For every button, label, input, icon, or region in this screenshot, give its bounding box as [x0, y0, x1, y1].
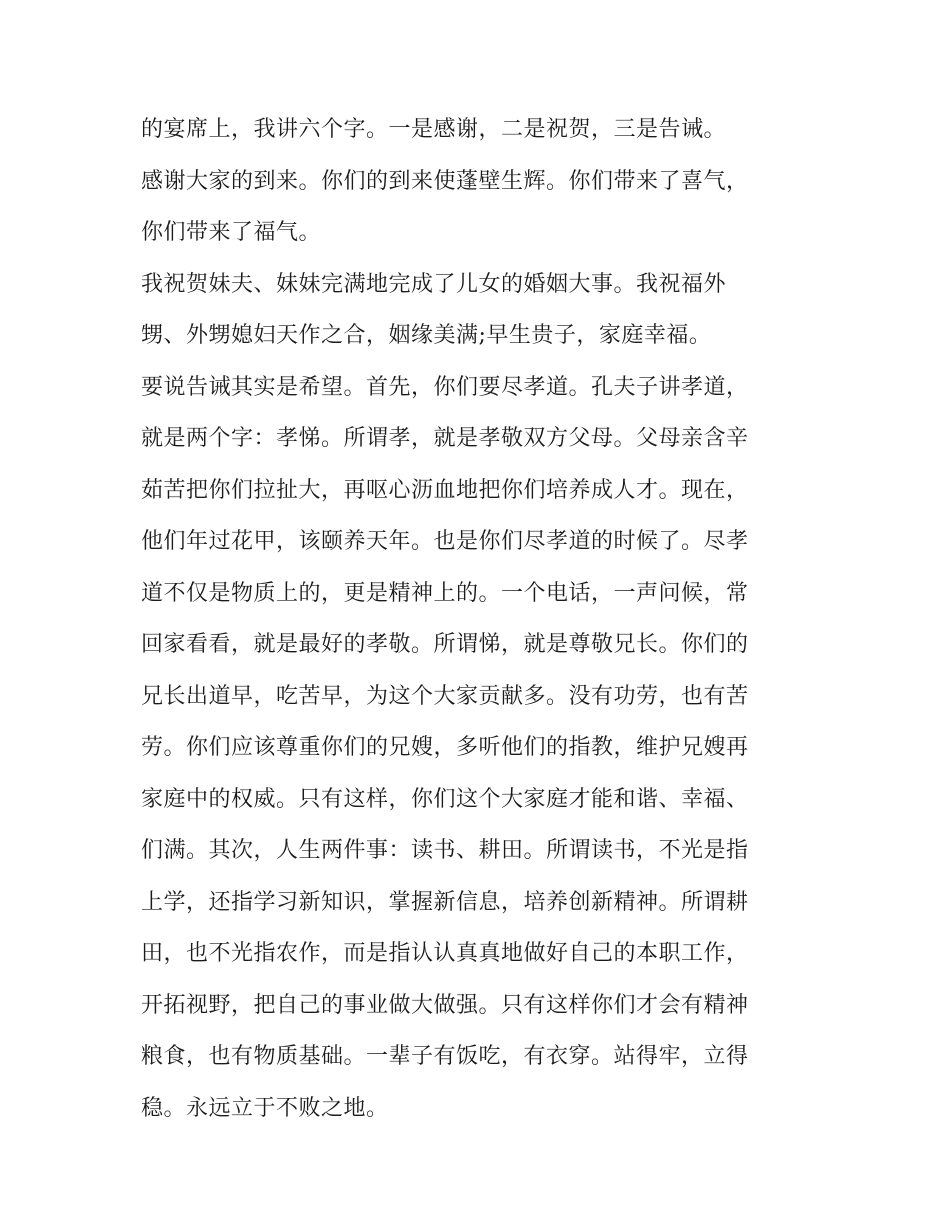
- text-line: 甥、外甥媳妇天作之合，姻缘美满;早生贵子，家庭幸福。: [141, 323, 712, 348]
- text-line: 就是两个字：孝悌。所谓孝，就是孝敬双方父母。父母亲含辛: [141, 426, 749, 451]
- text-line: 道不仅是物质上的，更是精神上的。一个电话，一声问候，常: [141, 580, 749, 606]
- text-line: 他们年过花甲，该颐养天年。也是你们尽孝道的时候了。尽孝: [141, 529, 749, 554]
- text-line: 开拓视野，把自己的事业做大做强。只有这样你们才会有精神: [141, 992, 749, 1018]
- text-line: 你们带来了福气。: [141, 220, 322, 245]
- text-line: 茹苦把你们拉扯大，再呕心沥血地把你们培养成人才。现在，: [141, 477, 749, 503]
- text-line: 上学，还指学习新知识，掌握新信息，培养创新精神。所谓耕: [141, 889, 749, 915]
- text-line: 们满。其次，人生两件事：读书、耕田。所谓读书，不光是指: [141, 838, 749, 863]
- text-line: 回家看看，就是最好的孝敬。所谓悌，就是尊敬兄长。你们的: [141, 632, 749, 657]
- text-line: 的宴席上，我讲六个字。一是感谢，二是祝贺，三是告诫。: [141, 117, 727, 142]
- text-line: 兄长出道早，吃苦早，为这个大家贡献多。没有功劳，也有苦: [141, 683, 749, 709]
- text-line: 家庭中的权威。只有这样，你们这个大家庭才能和谐、幸福、: [141, 786, 749, 812]
- text-line: 粮食，也有物质基础。一辈子有饭吃，有衣穿。站得牢，立得: [141, 1044, 749, 1069]
- text-line: 感谢大家的到来。你们的到来使蓬壁生辉。你们带来了喜气，: [141, 168, 749, 194]
- text-line: 田，也不光指农作，而是指认认真真地做好自己的本职工作，: [141, 941, 749, 966]
- text-line: 稳。永远立于不败之地。: [141, 1095, 389, 1121]
- text-line: 劳。你们应该尊重你们的兄嫂，多听他们的指教，维护兄嫂再: [141, 735, 749, 760]
- speech-text-body: [141, 104, 821, 1134]
- text-line: 要说告诫其实是希望。首先，你们要尽孝道。孔夫子讲孝道，: [141, 374, 749, 400]
- text-line: 我祝贺妹夫、妹妹完满地完成了儿女的婚姻大事。我祝福外: [141, 271, 727, 297]
